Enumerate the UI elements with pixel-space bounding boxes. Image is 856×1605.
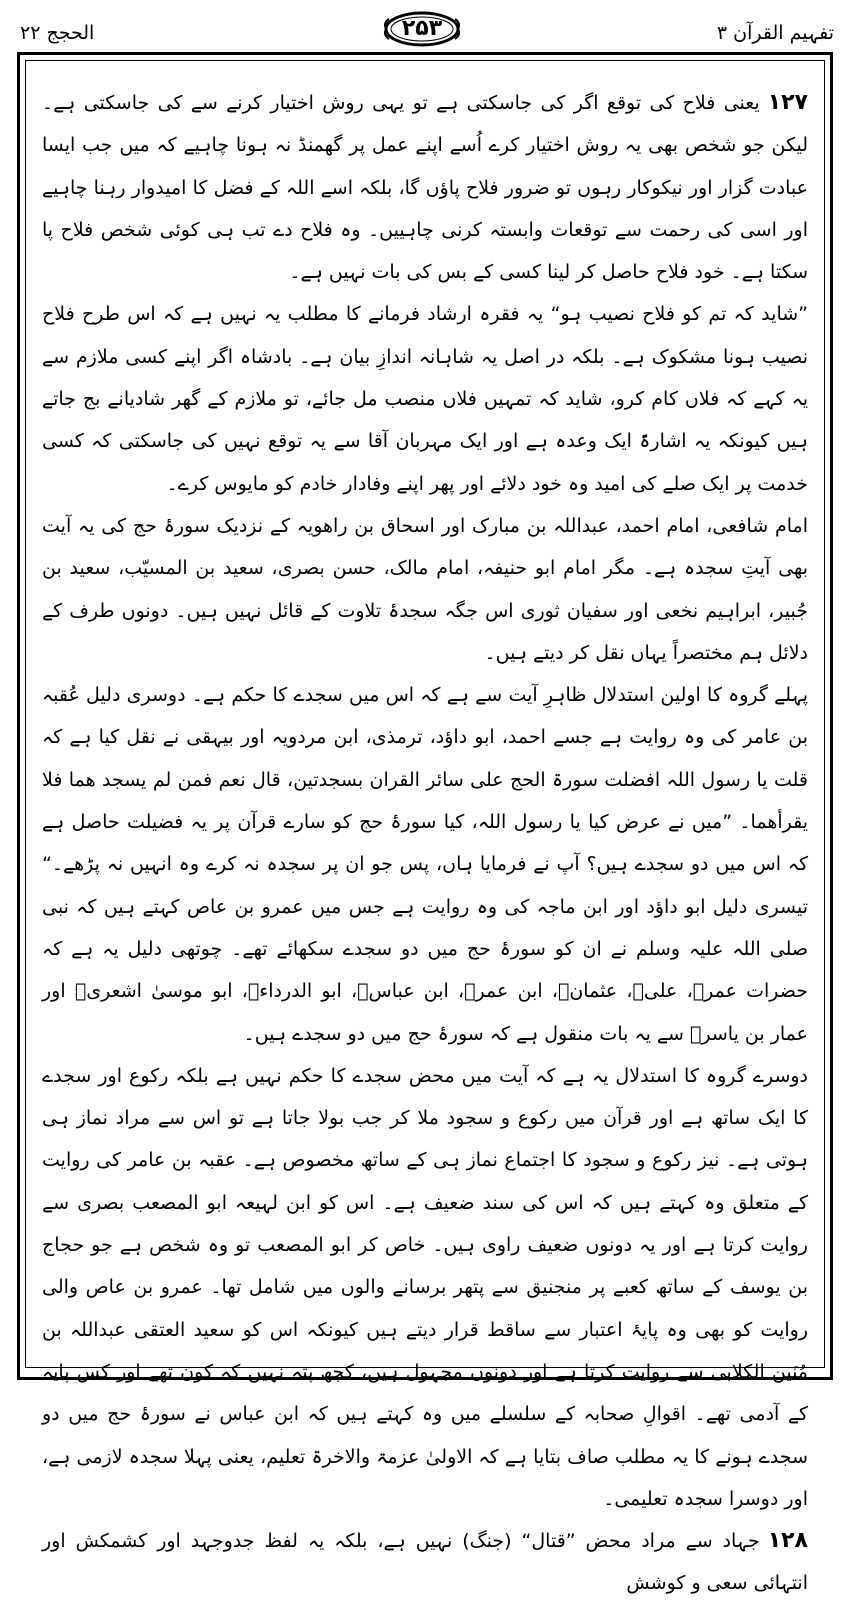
footnote-paragraph (42, 1520, 808, 1605)
footnote-paragraph (42, 82, 808, 293)
paragraph-text: یعنی فلاح کی توقع اگر کی جاسکتی ہے تو یہی روش اختیار کرنے سے کی جاسکتی ہے۔ لیکن جو شخص بھی یہ روش اختیار کرے اُسے اپنے عمل پر گھمنڈ نہ ہونا چاہیے کہ میں جب ایسا عبادت گزار اور نیکوکار رہوں تو ضرور فلاح پاؤں گا، بلکہ اسے اللہ کے فضل کا امیدوار رہنا چاہیے اور اسی کی رحمت سے توقعات وابستہ کرنی چاہییں۔ وہ فلاح دے تب ہی کوئی شخص فلاح پا سکتا ہے۔ خود فلاح حاصل کر لینا کسی کے بس کی بات نہیں ہے۔ (42, 92, 808, 284)
paragraph (42, 674, 808, 1055)
paragraph-text: پہلے گروہ کا اولین استدلال ظاہرِ آیت سے ہے کہ اس میں سجدے کا حکم ہے۔ دوسری دلیل عُقبہ بن عامر کی وہ روایت ہے جسے احمد، ابو داؤد، ترمذی، ابن مردویہ اور بیہقی نے نقل کیا ہے کہ قلت یا رسول اللہ افضلت سورۃ الحج علی سائر القران بسجدتین، قال نعم فمن لم یسجد ھما فلا یقرأھما۔ ”میں نے عرض کیا یا رسول اللہ، کیا سورۂ حج کو سارے قرآن پر یہ فضیلت حاصل ہے کہ اس میں دو سجدے ہیں؟ آپ نے فرمایا ہاں، پس جو ان پر سجدہ نہ کرے وہ انہیں نہ پڑھے۔“ تیسری دلیل ابو داؤد اور ابن ماجہ کی وہ روایت ہے جس میں عمرو بن عاص کہتے ہیں کہ نبی صلی اللہ علیہ وسلم نے ان کو سورۂ حج میں دو سجدے سکھائے تھے۔ چوتھی دلیل یہ ہے کہ حضرات عمرؓ، علیؓ، عثمانؓ، ابن عمرؓ، ابن عباسؓ، ابو الدرداءؓ، ابو موسیٰ اشعریؓ اور عمار بن یاسرؓ سے یہ بات منقول ہے کہ سورۂ حج میں دو سجدے ہیں۔ (42, 684, 808, 1045)
footnote-number: ۱۲۷ (767, 90, 808, 115)
footnote-number: ۱۲۸ (767, 1528, 808, 1554)
page-header (0, 8, 856, 52)
surah-label: الحجج ۲۲ (20, 22, 95, 44)
paragraph (42, 293, 808, 504)
commentary-body (42, 82, 808, 1595)
page-number-ornament (383, 11, 461, 47)
book-title: تفہیم القرآن ۳ (716, 22, 834, 44)
page-number: ۲۵۳ (401, 16, 443, 41)
paragraph (42, 505, 808, 674)
paragraph-text: ”شاید کہ تم کو فلاح نصیب ہو“ یہ فقرہ ارشاد فرمانے کا مطلب یہ نہیں ہے کہ اس طرح فلاح نصیب ہونا مشکوک ہے۔ بلکہ در اصل یہ شاہانہ اندازِ بیان ہے۔ بادشاہ اگر اپنے کسی ملازم سے یہ کہے کہ فلاں کام کرو، شاید کہ تمہیں فلاں منصب مل جائے، تو ملازم کے گھر شادیانے بج جاتے ہیں کیونکہ یہ اشارۃً ایک وعدہ ہے اور ایک مہربان آقا سے یہ توقع نہیں کی جاسکتی کہ کسی خدمت پر ایک صلے کی امید وہ خود دلائے اور پھر اپنے وفادار خادم کو مایوس کرے۔ (42, 303, 808, 495)
paragraph-text: دوسرے گروہ کا استدلال یہ ہے کہ آیت میں محض سجدے کا حکم نہیں ہے بلکہ رکوع اور سجدے کا ایک ساتھ ہے اور قرآن میں رکوع و سجود ملا کر جب بولا جاتا ہے تو اس سے مراد نماز ہی ہوتی ہے۔ نیز رکوع و سجود کا اجتماع نماز ہی کے ساتھ مخصوص ہے۔ عقبہ بن عامر کی روایت کے متعلق وہ کہتے ہیں کہ اس کی سند ضعیف ہے۔ اس کو ابن لہیعہ ابو المصعب بصری سے روایت کرتا ہے اور یہ دونوں ضعیف راوی ہیں۔ خاص کر ابو المصعب تو وہ شخص ہے جو حجاج بن یوسف کے ساتھ کعبے پر منجنیق سے پتھر برسانے والوں میں شامل تھا۔ عمرو بن عاص والی روایت کو بھی وہ پایۂ اعتبار سے ساقط قرار دیتے ہیں کیونکہ اس کو سعید العتقی عبداللہ بن مُنَین الکلابی سے روایت کرتا ہے اور دونوں مجہول ہیں، کچھ پتہ نہیں کہ کون تھے اور کس پایہ کے آدمی تھے۔ اقوالِ صحابہ کے سلسلے میں وہ کہتے ہیں کہ ابن عباس نے سورۂ حج میں دو سجدے ہونے کا یہ مطلب صاف بتایا ہے کہ الاولیٰ عزمۃ والاخرۃ تعلیم، یعنی پہلا سجدہ لازمی ہے، اور دوسرا سجدہ تعلیمی۔ (42, 1064, 808, 1510)
paragraph-text: امام شافعی، امام احمد، عبداللہ بن مبارک اور اسحاق بن راھویہ کے نزدیک سورۂ حج کی یہ آیت بھی آیتِ سجدہ ہے۔ مگر امام ابو حنیفہ، امام مالک، حسن بصری، سعید بن المسیّب، سعید بن جُبیر، ابراہیم نخعی اور سفیان ثوری اس جگہ سجدۂ تلاوت کے قائل نہیں ہیں۔ دونوں طرف کے دلائل ہم مختصراً یہاں نقل کر دیتے ہیں۔ (42, 514, 808, 664)
paragraph-text: جہاد سے مراد محض ”قتال“ (جنگ) نہیں ہے، بلکہ یہ لفظ جدوجہد اور کشمکش اور انتہائی سعی و کوشش (42, 1530, 808, 1595)
paragraph (42, 1055, 808, 1520)
